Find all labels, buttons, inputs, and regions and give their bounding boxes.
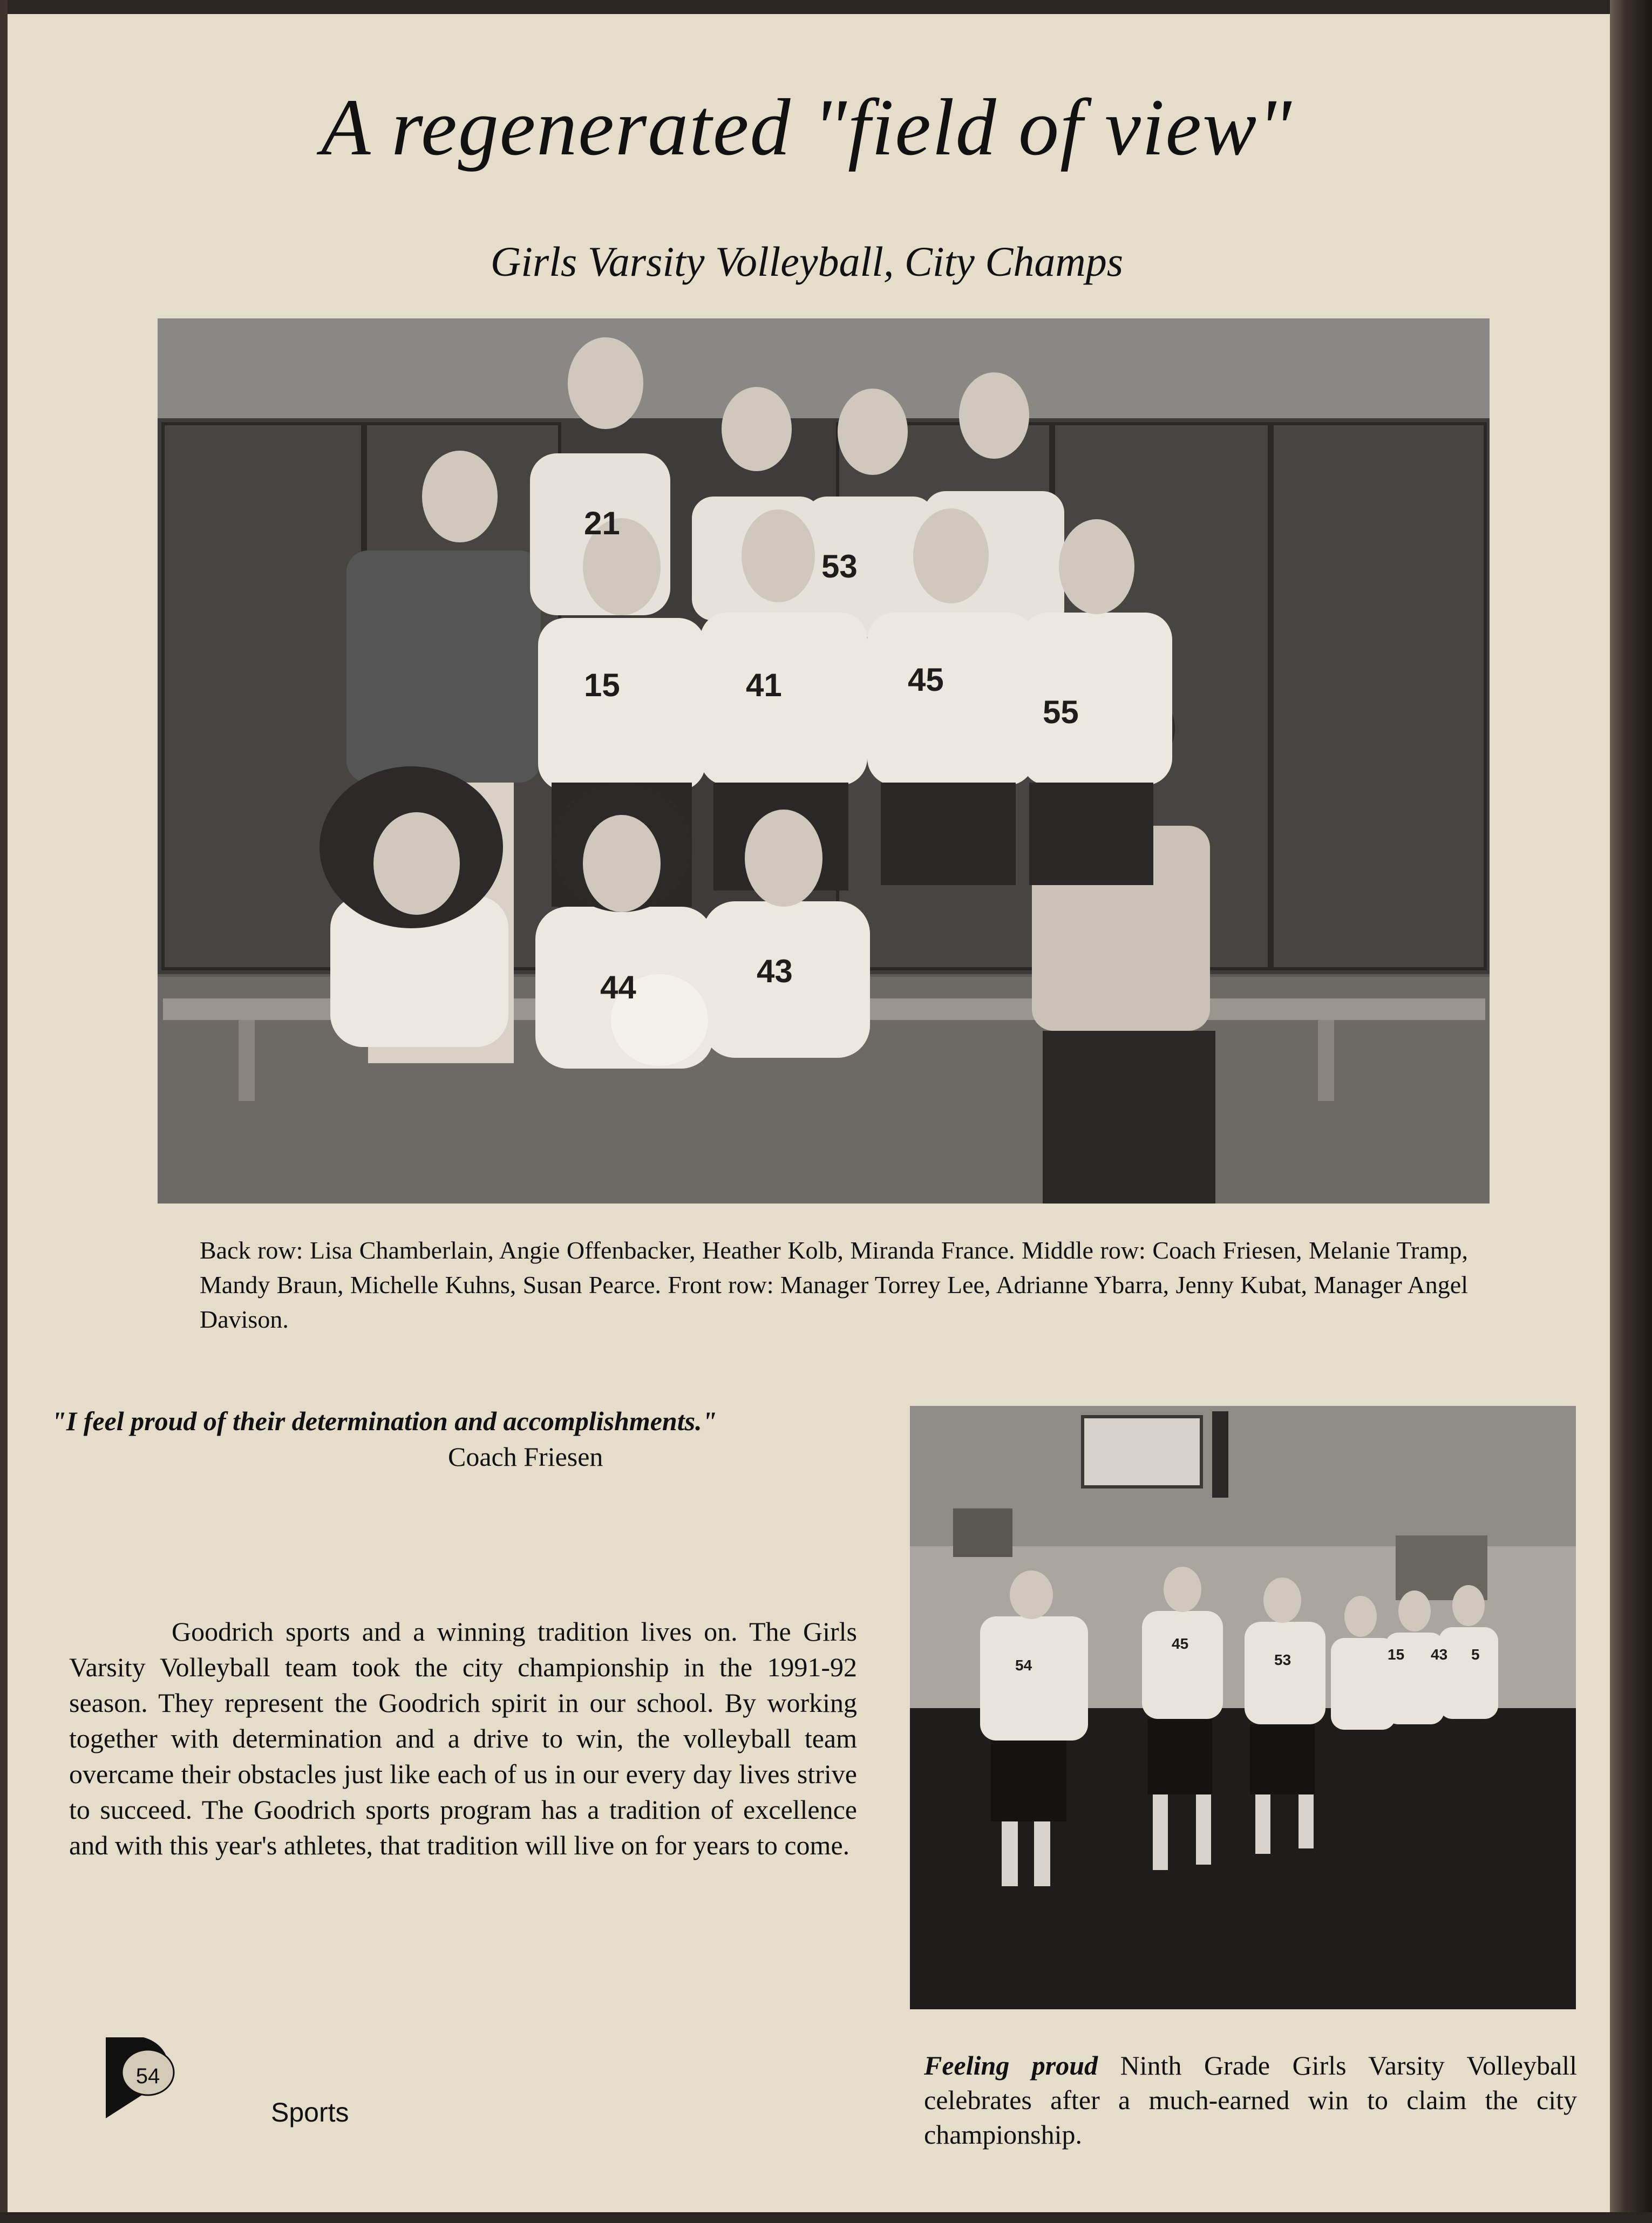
jersey-44: 44 [600, 969, 636, 1005]
celebration-jersey-53: 53 [1274, 1651, 1291, 1668]
quote-author: Coach Friesen [448, 1442, 603, 1472]
jersey-43: 43 [757, 953, 793, 989]
jersey-53: 53 [821, 548, 858, 584]
jersey-45: 45 [908, 662, 944, 698]
jersey-21: 21 [584, 505, 620, 541]
page-edge-top [0, 0, 1652, 14]
page-number: 54 [135, 2064, 160, 2088]
jersey-41: 41 [746, 667, 782, 703]
celebration-jersey-45: 45 [1172, 1635, 1189, 1652]
celebration-jersey-15: 15 [1388, 1646, 1405, 1663]
caption-text: Ninth Grade Girls Varsity Volleyball celebrates after a much-earned win to claim the city championship. [924, 2050, 1577, 2150]
celebration-jersey-43: 43 [1431, 1646, 1448, 1663]
section-label: Sports [271, 2097, 349, 2127]
team-photo [158, 318, 1490, 1204]
celebration-photo-caption [924, 2048, 1577, 2152]
jersey-55: 55 [1043, 694, 1079, 730]
page-edge-bottom [0, 2212, 1652, 2223]
quote-text: "I feel proud of their determination and accomplishments." [51, 1406, 717, 1436]
article-body: Goodrich sports and a winning tradition lives on. The Girls Varsity Volleyball team took the city championship in the 1991-92 season. They represent the Goodrich spirit in our school. By working together with determination and a drive to win, the volleyball team overcame their obstacles just like each of us in our every day lives strive to succeed. The Goodrich sports program has a tradition of excellence and with this year's athletes, that tradition will live on for years to come. [69, 1616, 857, 1860]
team-photo-caption: Back row: Lisa Chamberlain, Angie Offenbacker, Heather Kolb, Miranda France. Middle row: Coach Friesen, Melanie Tramp, Mandy Braun, Michelle Kuhns, Susan Pearce. Front row: Manager Torrey Lee, Adrianne Ybarra, Jenny Kubat, Manager Angel Davison. [200, 1236, 1468, 1333]
celebration-jersey-5: 5 [1471, 1646, 1480, 1663]
celebration-jersey-54: 54 [1015, 1657, 1032, 1674]
page-edge-left [0, 0, 8, 2223]
jersey-15: 15 [584, 667, 620, 703]
page-title: A regenerated "field of view" [321, 83, 1293, 172]
celebration-photo [910, 1406, 1576, 2009]
caption-lead: Feeling proud [924, 2050, 1098, 2081]
coach-quote [51, 1403, 893, 1474]
page-subtitle: Girls Varsity Volleyball, City Champs [490, 238, 1124, 285]
page-binding-edge [1610, 0, 1652, 2223]
